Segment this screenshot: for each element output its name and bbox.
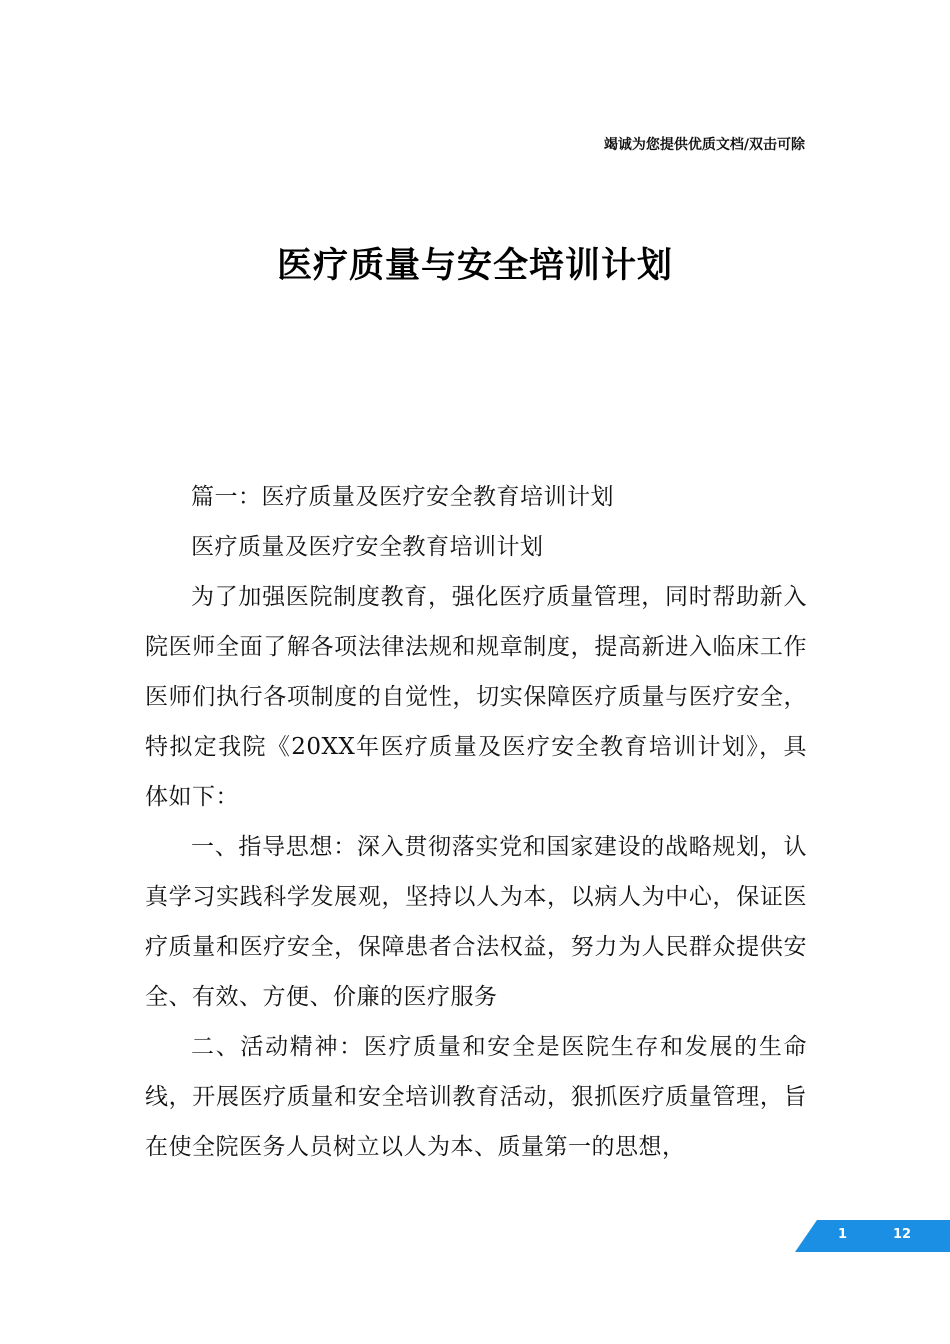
document-body <box>145 472 807 1172</box>
paragraph-intro: 为了加强医院制度教育，强化医疗质量管理，同时帮助新入院医师全面了解各项法律法规和规章制度，提高新进入临床工作医师们执行各项制度的自觉性，切实保障医疗质量与医疗安全，特拟定我院《20XX年医疗质量及医疗安全教育培训计划》，具体如下： <box>145 584 807 810</box>
header-note: 竭诚为您提供优质文档/双击可除 <box>603 137 805 153</box>
page-number-current: 1 <box>838 1227 848 1242</box>
paragraph-heading: 篇一：医疗质量及医疗安全教育培训计划 <box>191 484 614 510</box>
page-number-total: 12 <box>893 1227 912 1242</box>
page-footer-banner <box>795 1220 950 1252</box>
page-footer <box>795 1220 950 1252</box>
paragraph-guiding-ideology: 一、指导思想：深入贯彻落实党和国家建设的战略规划，认真学习实践科学发展观，坚持以人为本，以病人为中心，保证医疗质量和医疗安全，保障患者合法权益，努力为人民群众提供安全、有效、方便、价廉的医疗服务 <box>145 834 807 1010</box>
paragraph-subtitle: 医疗质量及医疗安全教育培训计划 <box>191 534 544 560</box>
paragraph-activity-spirit: 二、活动精神：医疗质量和安全是医院生存和发展的生命线，开展医疗质量和安全培训教育活动，狠抓医疗质量管理，旨在使全院医务人员树立以人为本、质量第一的思想， <box>145 1034 807 1160</box>
document-title: 医疗质量与安全培训计划 <box>276 246 673 286</box>
